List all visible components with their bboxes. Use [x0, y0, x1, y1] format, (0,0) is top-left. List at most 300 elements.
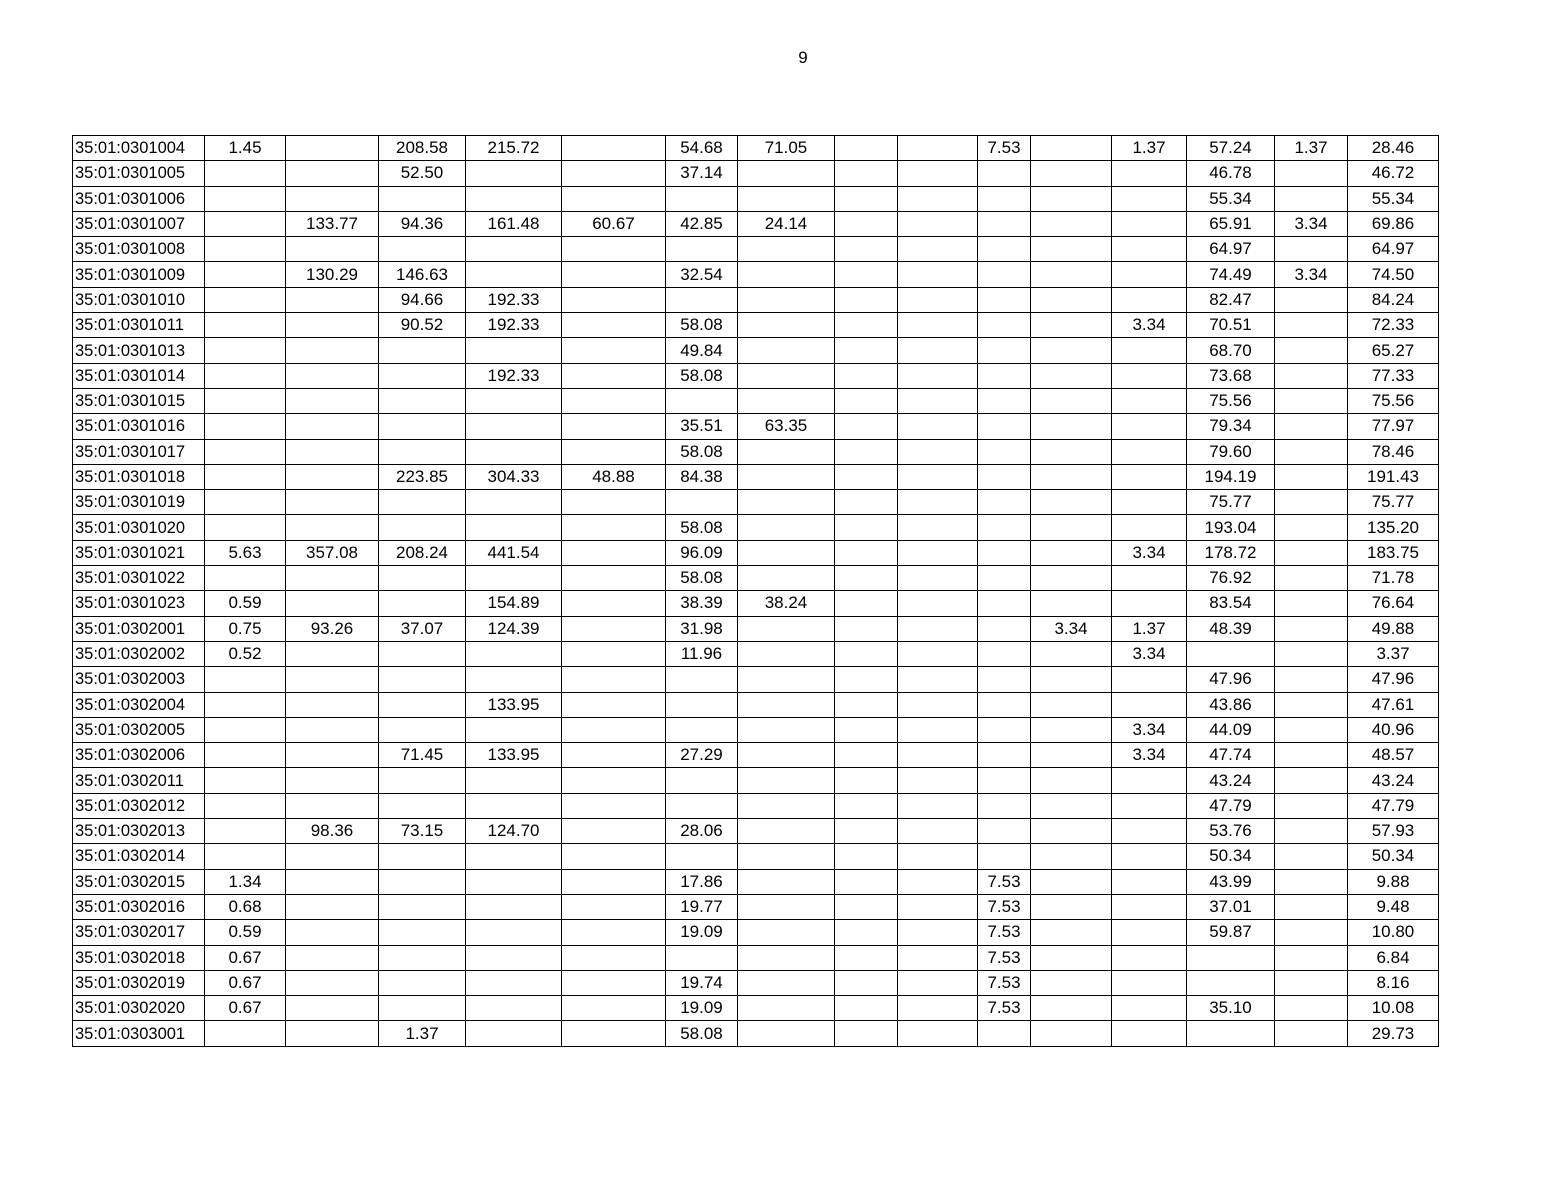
table-cell [562, 844, 666, 869]
table-cell [835, 186, 898, 211]
parcel-id-cell: 35:01:0301022 [73, 566, 205, 591]
table-cell [466, 414, 562, 439]
table-cell [1031, 566, 1112, 591]
table-cell [466, 186, 562, 211]
table-cell: 208.24 [379, 540, 466, 565]
table-cell: 3.34 [1112, 641, 1187, 666]
table-cell [898, 869, 978, 894]
table-cell [205, 161, 286, 186]
table-cell: 73.68 [1187, 363, 1275, 388]
table-cell [1112, 338, 1187, 363]
table-cell [286, 388, 379, 413]
table-cell: 1.37 [1112, 136, 1187, 161]
table-cell: 192.33 [466, 313, 562, 338]
table-cell [205, 262, 286, 287]
table-row [73, 869, 1439, 894]
table-cell: 3.34 [1112, 313, 1187, 338]
table-cell [738, 490, 835, 515]
table-cell [898, 692, 978, 717]
table-cell [1112, 945, 1187, 970]
table-cell: 19.09 [666, 996, 738, 1021]
table-cell [738, 743, 835, 768]
table-cell: 135.20 [1348, 515, 1439, 540]
table-cell: 0.68 [205, 894, 286, 919]
table-cell [898, 945, 978, 970]
table-cell [205, 211, 286, 236]
table-cell [286, 1021, 379, 1046]
table-cell [286, 287, 379, 312]
table-cell [1031, 161, 1112, 186]
table-cell: 154.89 [466, 591, 562, 616]
table-cell [466, 945, 562, 970]
table-cell [466, 439, 562, 464]
table-cell: 7.53 [978, 136, 1031, 161]
table-cell: 75.56 [1187, 388, 1275, 413]
table-cell [466, 996, 562, 1021]
table-cell [978, 616, 1031, 641]
table-cell [466, 1021, 562, 1046]
table-row [73, 844, 1439, 869]
table-cell: 28.46 [1348, 136, 1439, 161]
table-cell: 63.35 [738, 414, 835, 439]
table-cell: 3.34 [1112, 717, 1187, 742]
table-row [73, 237, 1439, 262]
table-cell [666, 186, 738, 211]
table-cell [562, 388, 666, 413]
table-row [73, 996, 1439, 1021]
table-cell [1112, 388, 1187, 413]
table-cell [562, 439, 666, 464]
table-cell [1112, 591, 1187, 616]
table-cell [898, 287, 978, 312]
table-row [73, 313, 1439, 338]
table-cell [1031, 515, 1112, 540]
table-cell [1275, 970, 1348, 995]
table-cell [286, 566, 379, 591]
table-cell [978, 439, 1031, 464]
table-cell [379, 768, 466, 793]
table-cell: 31.98 [666, 616, 738, 641]
table-cell [562, 136, 666, 161]
table-cell [1275, 768, 1348, 793]
table-cell [562, 819, 666, 844]
table-cell: 73.15 [379, 819, 466, 844]
table-cell: 90.52 [379, 313, 466, 338]
table-cell [738, 338, 835, 363]
table-cell [1275, 313, 1348, 338]
table-cell [666, 793, 738, 818]
table-cell: 50.34 [1187, 844, 1275, 869]
table-cell [205, 1021, 286, 1046]
table-cell [466, 894, 562, 919]
table-body [73, 136, 1439, 1047]
table-cell: 7.53 [978, 945, 1031, 970]
table-cell: 84.24 [1348, 287, 1439, 312]
table-cell: 76.64 [1348, 591, 1439, 616]
table-cell [835, 793, 898, 818]
table-cell: 68.70 [1187, 338, 1275, 363]
table-cell [205, 313, 286, 338]
table-cell [1112, 515, 1187, 540]
parcel-id-cell: 35:01:0301016 [73, 414, 205, 439]
table-cell [1275, 743, 1348, 768]
parcel-id-cell: 35:01:0302020 [73, 996, 205, 1021]
table-cell: 133.95 [466, 692, 562, 717]
table-cell: 78.46 [1348, 439, 1439, 464]
parcel-id-cell: 35:01:0301010 [73, 287, 205, 312]
table-cell: 46.72 [1348, 161, 1439, 186]
table-cell [1112, 894, 1187, 919]
table-cell [738, 793, 835, 818]
table-cell [205, 844, 286, 869]
table-cell [898, 768, 978, 793]
table-cell [1031, 363, 1112, 388]
table-cell [286, 692, 379, 717]
table-cell [205, 464, 286, 489]
table-cell [1031, 338, 1112, 363]
table-cell: 17.86 [666, 869, 738, 894]
table-row [73, 136, 1439, 161]
table-cell [738, 363, 835, 388]
table-row [73, 616, 1439, 641]
table-cell: 47.74 [1187, 743, 1275, 768]
table-cell [978, 768, 1031, 793]
table-cell [1031, 970, 1112, 995]
table-cell [978, 844, 1031, 869]
table-cell [205, 186, 286, 211]
table-cell [978, 566, 1031, 591]
table-cell [205, 363, 286, 388]
table-cell [562, 667, 666, 692]
table-cell [286, 490, 379, 515]
table-cell [466, 970, 562, 995]
table-cell: 60.67 [562, 211, 666, 236]
parcel-id-cell: 35:01:0302005 [73, 717, 205, 742]
table-cell [898, 641, 978, 666]
table-cell: 94.66 [379, 287, 466, 312]
table-cell [738, 388, 835, 413]
table-cell: 43.86 [1187, 692, 1275, 717]
table-cell [898, 186, 978, 211]
table-cell [379, 566, 466, 591]
table-cell: 10.80 [1348, 920, 1439, 945]
parcel-id-cell: 35:01:0301011 [73, 313, 205, 338]
table-cell [1275, 186, 1348, 211]
data-table [72, 135, 1439, 1047]
table-cell [562, 869, 666, 894]
table-cell: 27.29 [666, 743, 738, 768]
table-cell [286, 920, 379, 945]
table-cell [898, 262, 978, 287]
parcel-id-cell: 35:01:0301020 [73, 515, 205, 540]
table-cell: 59.87 [1187, 920, 1275, 945]
table-cell [466, 717, 562, 742]
table-cell [286, 186, 379, 211]
table-cell [978, 641, 1031, 666]
table-cell [1275, 793, 1348, 818]
table-cell [738, 161, 835, 186]
table-cell [466, 768, 562, 793]
table-cell: 191.43 [1348, 464, 1439, 489]
table-cell: 0.67 [205, 996, 286, 1021]
table-cell: 72.33 [1348, 313, 1439, 338]
table-cell [1187, 945, 1275, 970]
table-cell [286, 313, 379, 338]
table-cell: 146.63 [379, 262, 466, 287]
table-cell [738, 313, 835, 338]
table-cell [379, 338, 466, 363]
table-cell: 215.72 [466, 136, 562, 161]
table-cell [1112, 566, 1187, 591]
table-cell [466, 667, 562, 692]
table-cell: 65.91 [1187, 211, 1275, 236]
table-cell [835, 363, 898, 388]
table-cell: 47.96 [1348, 667, 1439, 692]
table-cell [1112, 490, 1187, 515]
table-cell [562, 566, 666, 591]
table-cell [379, 869, 466, 894]
table-cell [738, 439, 835, 464]
table-cell [286, 237, 379, 262]
table-cell [466, 262, 562, 287]
table-cell [978, 211, 1031, 236]
table-cell: 193.04 [1187, 515, 1275, 540]
table-cell [205, 566, 286, 591]
table-cell [666, 717, 738, 742]
table-cell [738, 262, 835, 287]
table-cell [562, 692, 666, 717]
table-cell: 94.36 [379, 211, 466, 236]
parcel-id-cell: 35:01:0302019 [73, 970, 205, 995]
table-cell [898, 793, 978, 818]
table-cell [978, 186, 1031, 211]
table-cell [1275, 439, 1348, 464]
table-cell [1275, 566, 1348, 591]
table-cell [562, 616, 666, 641]
table-cell: 54.68 [666, 136, 738, 161]
table-cell [835, 894, 898, 919]
table-cell: 77.97 [1348, 414, 1439, 439]
table-cell: 64.97 [1187, 237, 1275, 262]
table-cell [379, 439, 466, 464]
table-cell [738, 717, 835, 742]
table-cell [738, 237, 835, 262]
table-cell: 133.77 [286, 211, 379, 236]
table-cell [898, 819, 978, 844]
table-cell [738, 641, 835, 666]
table-row [73, 692, 1439, 717]
table-cell [1275, 464, 1348, 489]
table-cell [835, 388, 898, 413]
table-cell: 124.70 [466, 819, 562, 844]
table-cell [205, 439, 286, 464]
table-cell: 0.75 [205, 616, 286, 641]
table-cell [835, 414, 898, 439]
parcel-id-cell: 35:01:0301018 [73, 464, 205, 489]
table-cell [1031, 287, 1112, 312]
table-cell: 83.54 [1187, 591, 1275, 616]
table-cell [1187, 641, 1275, 666]
table-cell: 57.93 [1348, 819, 1439, 844]
table-cell [562, 641, 666, 666]
table-cell [978, 667, 1031, 692]
parcel-id-cell: 35:01:0302014 [73, 844, 205, 869]
table-cell: 58.08 [666, 515, 738, 540]
table-cell [738, 996, 835, 1021]
table-cell [835, 641, 898, 666]
table-cell [379, 970, 466, 995]
table-cell [1187, 1021, 1275, 1046]
table-cell [205, 388, 286, 413]
table-cell [205, 490, 286, 515]
table-row [73, 641, 1439, 666]
table-cell [1031, 439, 1112, 464]
table-cell [466, 338, 562, 363]
table-cell [738, 970, 835, 995]
table-cell: 96.09 [666, 540, 738, 565]
table-cell: 19.09 [666, 920, 738, 945]
table-cell [898, 490, 978, 515]
table-cell [379, 920, 466, 945]
table-cell [466, 515, 562, 540]
parcel-id-cell: 35:01:0302004 [73, 692, 205, 717]
parcel-id-cell: 35:01:0302017 [73, 920, 205, 945]
table-cell [898, 211, 978, 236]
table-cell [1112, 161, 1187, 186]
table-cell [835, 237, 898, 262]
table-cell [379, 717, 466, 742]
table-cell [1275, 616, 1348, 641]
table-cell [835, 262, 898, 287]
table-cell [978, 591, 1031, 616]
table-cell [562, 490, 666, 515]
table-cell [978, 161, 1031, 186]
table-cell: 79.60 [1187, 439, 1275, 464]
table-cell [738, 869, 835, 894]
table-row [73, 388, 1439, 413]
table-cell [898, 313, 978, 338]
table-cell [1275, 717, 1348, 742]
table-cell [738, 566, 835, 591]
table-cell [978, 388, 1031, 413]
table-cell: 8.16 [1348, 970, 1439, 995]
table-cell: 35.51 [666, 414, 738, 439]
table-cell [379, 515, 466, 540]
table-cell [562, 363, 666, 388]
table-cell: 208.58 [379, 136, 466, 161]
table-cell [466, 388, 562, 413]
table-cell [286, 793, 379, 818]
table-cell [1112, 819, 1187, 844]
table-row [73, 186, 1439, 211]
table-cell: 3.37 [1348, 641, 1439, 666]
table-cell [898, 414, 978, 439]
table-cell [1031, 641, 1112, 666]
table-cell [835, 920, 898, 945]
table-cell [1275, 388, 1348, 413]
table-cell [738, 768, 835, 793]
table-cell: 441.54 [466, 540, 562, 565]
table-cell: 58.08 [666, 363, 738, 388]
table-cell: 70.51 [1187, 313, 1275, 338]
table-cell [286, 414, 379, 439]
table-cell: 0.59 [205, 920, 286, 945]
table-cell: 75.77 [1348, 490, 1439, 515]
table-cell: 75.56 [1348, 388, 1439, 413]
table-cell [205, 338, 286, 363]
table-cell [1275, 844, 1348, 869]
table-cell [205, 515, 286, 540]
table-cell [835, 996, 898, 1021]
table-cell [1275, 869, 1348, 894]
table-cell: 304.33 [466, 464, 562, 489]
table-cell [1275, 161, 1348, 186]
table-cell [562, 237, 666, 262]
table-cell: 183.75 [1348, 540, 1439, 565]
table-cell [1112, 211, 1187, 236]
parcel-id-cell: 35:01:0302003 [73, 667, 205, 692]
table-cell [898, 996, 978, 1021]
table-cell [1031, 540, 1112, 565]
table-cell [978, 414, 1031, 439]
table-cell [978, 490, 1031, 515]
table-cell: 44.09 [1187, 717, 1275, 742]
table-cell [1031, 819, 1112, 844]
table-cell [1275, 591, 1348, 616]
table-row [73, 363, 1439, 388]
parcel-id-cell: 35:01:0301004 [73, 136, 205, 161]
table-cell: 1.45 [205, 136, 286, 161]
table-cell [466, 641, 562, 666]
table-cell [898, 464, 978, 489]
table-cell [738, 1021, 835, 1046]
table-cell [562, 414, 666, 439]
table-cell [466, 920, 562, 945]
table-cell [1112, 920, 1187, 945]
table-cell [898, 136, 978, 161]
table-cell: 65.27 [1348, 338, 1439, 363]
table-cell [1031, 237, 1112, 262]
table-cell [1112, 464, 1187, 489]
table-cell [1112, 262, 1187, 287]
table-cell: 74.50 [1348, 262, 1439, 287]
table-cell [562, 768, 666, 793]
table-cell [286, 894, 379, 919]
table-cell: 48.39 [1187, 616, 1275, 641]
table-cell [835, 869, 898, 894]
table-cell [1275, 945, 1348, 970]
table-cell [379, 363, 466, 388]
table-cell [379, 996, 466, 1021]
table-cell [562, 540, 666, 565]
table-cell: 55.34 [1187, 186, 1275, 211]
table-cell [1275, 338, 1348, 363]
table-cell [205, 667, 286, 692]
table-cell: 43.24 [1348, 768, 1439, 793]
table-cell: 82.47 [1187, 287, 1275, 312]
table-cell [835, 819, 898, 844]
table-cell [978, 313, 1031, 338]
table-cell: 71.05 [738, 136, 835, 161]
parcel-id-cell: 35:01:0301007 [73, 211, 205, 236]
table-cell: 58.08 [666, 439, 738, 464]
table-cell [1031, 414, 1112, 439]
table-cell: 53.76 [1187, 819, 1275, 844]
table-cell [835, 313, 898, 338]
parcel-id-cell: 35:01:0301015 [73, 388, 205, 413]
table-cell [978, 1021, 1031, 1046]
table-cell [738, 186, 835, 211]
